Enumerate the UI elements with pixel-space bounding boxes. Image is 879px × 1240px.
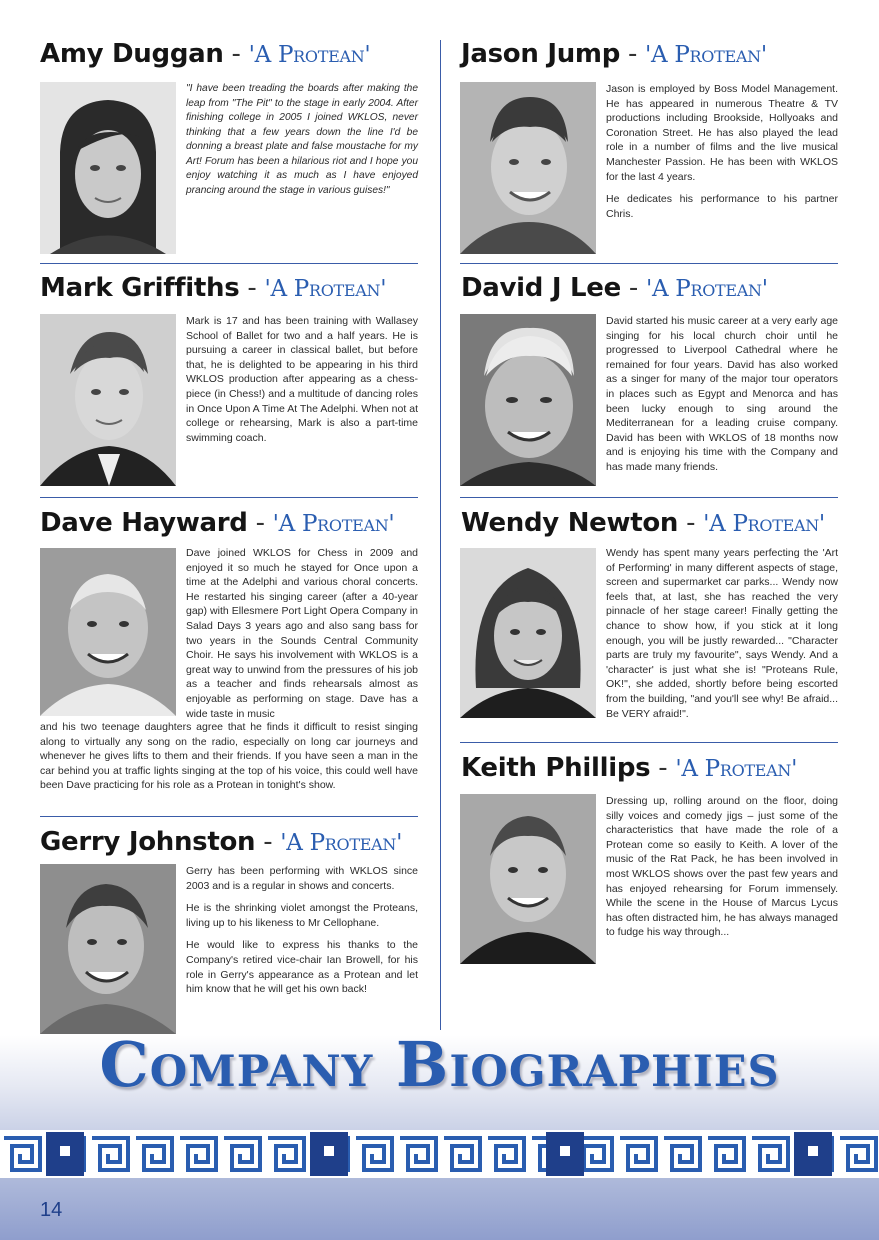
bio-name: Amy Duggan <box>40 39 224 69</box>
bio-name: Mark Griffiths <box>40 273 240 303</box>
bio-heading: Gerry Johnston - 'A Protean' <box>40 827 403 857</box>
bio-heading: Mark Griffiths - 'A Protean' <box>40 273 387 303</box>
section-divider <box>460 263 838 264</box>
portrait-photo-david-j-lee <box>460 314 596 486</box>
bio-name: Keith Phillips <box>461 753 651 783</box>
bio-role: 'A Protean' <box>248 42 371 68</box>
bio-role: 'A Protean' <box>264 276 387 302</box>
bio-text-dave-hayward: Dave joined WKLOS for Chess in 2009 and enjoyed it so much he stayed for Once upon a time at the Adelphi and various choral concerts. He restarted his singing career (after a 40-year gap) with Ellesmere Port Light Opera Company in Salad Days 3 years ago and also sang bass for two years in the Sounds Central Community Choir. He says his involvement with WKLOS is a great way to unwind from the pressures of his job as a teacher and finds rehearsals almost as enjoyable as performing on stage. Dave has a wide taste in music <box>186 547 418 720</box>
page-title: Company Biographies <box>99 1028 780 1101</box>
portrait-photo-mark-griffiths <box>40 314 176 486</box>
portrait-photo-gerry-johnston <box>40 864 176 1034</box>
bio-text-wendy-newton: Wendy has spent many years perfecting the 'Art of Performing' in many different aspects of stage, screen and supermarket car parks... Wendy now feels that, at last, she has reached the very pinnacle of her stage career! Finally getting the chance to show how, if you stick at it long enough, you will be justly rewarded... "Character parts are truly my favourite", says Wendy. And a 'character' is just what she is! "Proteans Rule, OK!", she added, shortly before being escorted from the building, "and you'll see why! Be afraid... Be VERY afraid!". <box>606 547 838 720</box>
column-divider <box>440 40 441 1030</box>
bio-text-keith-phillips: Dressing up, rolling around on the floor, doing silly voices and comedy jigs – just some of the characteristics that have made the role of a Protean come so easily to Keith. A lover of the music of the Rat Pack, he has been involved in most WKLOS shows over the past few years and has enjoyed rehearsing for Forum immensely. While the scene in the House of Marcus Lycus has often distracted him, he has always managed to fudge his way through... <box>606 795 838 939</box>
bio-text-gerry-johnston: Gerry has been performing with WKLOS since 2003 and is a regular in shows and concerts. He is the shrinking violet amongst the Proteans, living up to his likeness to Mr Cellophane. He would like to express his thanks to the Company's retired vice-chair Ian Browell, for his role in Gerry's appearance as a Protean and let him know that he will get his own back! <box>186 865 418 996</box>
bio-role: 'A Protean' <box>272 511 395 537</box>
bio-amy-duggan <box>40 38 370 71</box>
page-number: 14 <box>40 1199 63 1221</box>
section-divider <box>460 742 838 743</box>
bio-text-jason-jump: Jason is employed by Boss Model Management. He has appeared in numerous Theatre & TV productions including Brookside, Hollyoaks and Coronation Street. He has also played the lead role in a number of films and the live musical Manchester Passion. He has been with WKLOS for the last 4 years. He dedicates his performance to his partner Chris. <box>606 83 838 220</box>
bio-name: Jason Jump <box>461 39 621 69</box>
section-divider <box>40 263 418 264</box>
section-divider <box>40 816 418 817</box>
bio-text-david-j-lee: David started his music career at a very early age singing for his local church choir until he progressed to Liverpool Cathedral where he remained for four years. David has also worked as a singer for many of the major tour operators in places such as Egypt and Menorca and has been lucky enough to sing around the Mediterranean for a leading cruise company. David has been with WKLOS of 18 months now and is enjoying his time with the Company and has made many friends. <box>606 315 838 473</box>
bio-heading: Wendy Newton - 'A Protean' <box>461 508 825 538</box>
bio-heading: Keith Phillips - 'A Protean' <box>461 753 798 783</box>
bio-heading: David J Lee - 'A Protean' <box>461 273 768 303</box>
bio-keith-phillips <box>461 752 797 785</box>
section-divider <box>40 497 418 498</box>
bio-role: 'A Protean' <box>703 511 825 537</box>
bio-role: 'A Protean' <box>280 830 403 856</box>
bio-gerry-johnston <box>40 826 402 859</box>
portrait-photo-dave-hayward <box>40 548 176 716</box>
portrait-photo-wendy-newton <box>460 548 596 718</box>
bio-role: 'A Protean' <box>675 756 798 782</box>
bio-heading: Dave Hayward - 'A Protean' <box>40 508 395 538</box>
greek-key-border <box>0 1130 879 1178</box>
portrait-photo-amy-duggan <box>40 82 176 254</box>
section-divider <box>460 497 838 498</box>
portrait-photo-jason-jump <box>460 82 596 254</box>
bio-text-mark-griffiths: Mark is 17 and has been training with Wallasey School of Ballet for two and a half years. He is pursuing a career in classical ballet, but before that, he is delighted to be appearing in his third WKLOS production after appearing as a chess-piece (in Chess!) and a multitude of dancing roles in Once Upon A Time At The Adelphi. When not at college or rehearsing, Mark is also a part-time swimming coach. <box>186 315 418 444</box>
bio-dave-hayward <box>40 507 394 540</box>
bio-wendy-newton <box>461 507 825 540</box>
bio-role: 'A Protean' <box>645 276 768 302</box>
bio-role: 'A Protean' <box>645 42 767 68</box>
bio-david-j-lee <box>461 272 768 305</box>
bio-mark-griffiths <box>40 272 386 305</box>
bio-name: Wendy Newton <box>461 508 679 538</box>
bio-name: David J Lee <box>461 273 621 303</box>
bio-heading: Jason Jump - 'A Protean' <box>461 39 767 69</box>
bio-text-dave-hayward-continued: and his two teenage daughters agree that he finds it difficult to resist singing along to virtually any song on the radio, especially on long car journeys and whenever he gives lifts to them and their friends. If you have seen a man in the car behind you at traffic lights singing at the top of his voice, this could well have been Dave practicing for his role as a Protean in tonight's show. <box>40 721 418 792</box>
portrait-photo-keith-phillips <box>460 794 596 964</box>
bio-name: Gerry Johnston <box>40 827 256 857</box>
bio-heading: Amy Duggan - 'A Protean' <box>40 39 371 69</box>
bio-text-amy-duggan: "I have been treading the boards after making the leap from "The Pit" to the stage in early 2004. After finishing college in 2005 I joined WKLOS, never thinking that a few years down the line I'd be donning a breast plate and false moustache for my Art! Forum has been a hilarious riot and I hope you enjoy watching it as much as I have enjoyed prancing around the stage in various guises!" <box>186 83 418 196</box>
bio-jason-jump <box>461 38 767 71</box>
bio-name: Dave Hayward <box>40 508 248 538</box>
